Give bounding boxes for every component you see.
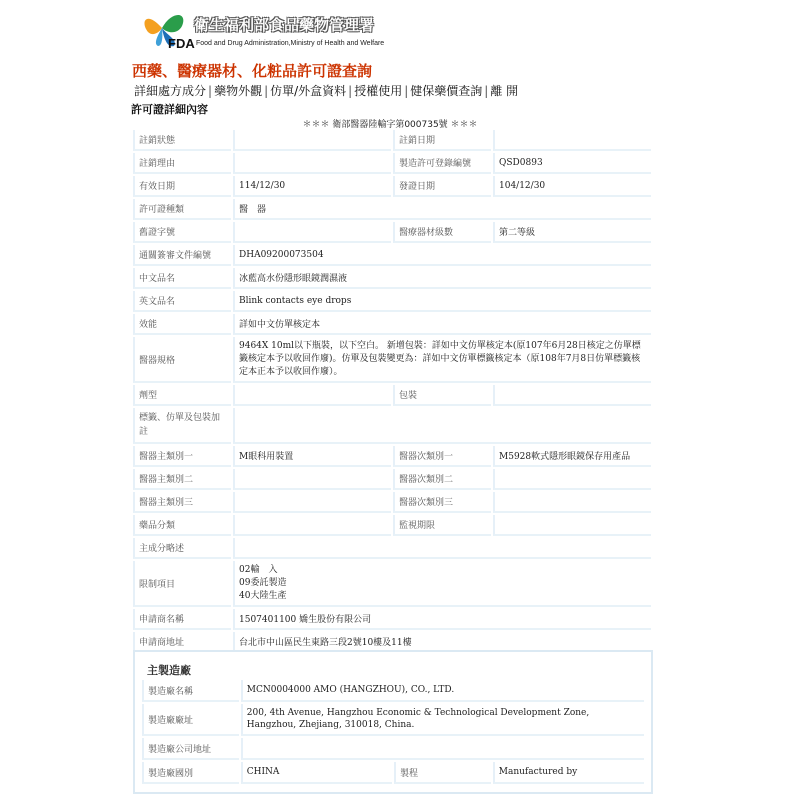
field-label: 醫器次類別二 — [393, 469, 491, 490]
field-label: 製造廠廠址 — [142, 704, 239, 736]
field-value — [493, 469, 651, 490]
field-value: QSD0893 — [493, 153, 651, 174]
field-value — [493, 385, 651, 406]
field-label: 通關簽審文件編號 — [133, 245, 231, 266]
field-value — [233, 538, 651, 559]
field-value: Manufactured by — [493, 762, 644, 784]
field-label: 醫器次類別三 — [393, 492, 491, 513]
section-title: 許可證詳細內容 — [131, 103, 208, 116]
nav-item-leaflet[interactable]: 仿單/外盒資料 — [270, 84, 347, 98]
field-label: 製造廠名稱 — [142, 680, 239, 702]
field-value — [233, 492, 391, 513]
field-label: 許可證種類 — [133, 199, 231, 220]
field-label: 主成分略述 — [133, 538, 231, 559]
field-value — [233, 222, 391, 243]
field-value — [233, 385, 391, 406]
nav-bar: 詳細處方成分 | 藥物外觀 | 仿單/外盒資料 | 授權使用 | 健保藥價查詢 | 離 開 — [134, 84, 519, 98]
field-value — [233, 153, 391, 174]
field-label: 註銷狀態 — [133, 130, 231, 151]
fda-logo[interactable] — [138, 6, 408, 50]
page-title: 西藥、醫療器材、化粧品許可證查詢 — [132, 62, 373, 80]
field-label: 醫療器材級數 — [393, 222, 491, 243]
manufacturer-title: 主製造廠 — [147, 664, 191, 677]
field-label: 舊證字號 — [133, 222, 231, 243]
field-value: Blink contacts eye drops — [233, 291, 651, 312]
field-value: 冰藍高水份隱形眼鏡潤濕液 — [233, 268, 651, 289]
field-value: M眼科用裝置 — [233, 446, 391, 467]
field-label: 製程 — [394, 762, 491, 784]
field-value: 詳如中文仿單核定本 — [233, 314, 651, 335]
nav-item-nhi-price[interactable]: 健保藥價查詢 — [410, 84, 483, 98]
restriction-item: 02輸 入 — [239, 564, 278, 575]
org-name-zh: 衛生福利部食品藥物管理署 — [194, 16, 375, 34]
field-label: 效能 — [133, 314, 231, 335]
field-label: 申請商名稱 — [133, 609, 231, 630]
field-value — [493, 515, 651, 536]
restrictions-list — [233, 561, 651, 607]
field-label: 醫器規格 — [133, 337, 231, 383]
field-label: 藥品分類 — [133, 515, 231, 536]
field-label: 發證日期 — [393, 176, 491, 197]
field-label: 註銷日期 — [393, 130, 491, 151]
field-value: 9464X 10ml以下瓶裝，以下空白。 新增包裝：詳如中文仿單核定本(原107年6月28日核定之仿單標籤核定本予以收回作廢)。仿單及包裝變更為：詳如中文仿單標籤核定本（原108年7月8日仿單標籤核定本正本予以收回作廢）。 — [233, 337, 651, 383]
field-value — [493, 492, 651, 513]
field-value: M5928軟式隱形眼鏡保存用產品 — [493, 446, 651, 467]
field-label: 監視期限 — [393, 515, 491, 536]
field-value: 1507401100 嬌生股份有限公司 — [233, 609, 651, 630]
field-label: 製造廠公司地址 — [142, 738, 239, 760]
field-value: CHINA — [241, 762, 392, 784]
field-value: 台北市中山區民生東路三段2號10樓及11樓 — [233, 632, 651, 653]
field-value: 104/12/30 — [493, 176, 651, 197]
org-name-en: Food and Drug Administration,Ministry of Health and Welfare — [196, 40, 385, 47]
field-label: 醫器主類別一 — [133, 446, 231, 467]
field-label: 英文品名 — [133, 291, 231, 312]
field-label: 中文品名 — [133, 268, 231, 289]
field-label: 醫器次類別一 — [393, 446, 491, 467]
nav-item-formula[interactable]: 詳細處方成分 — [134, 84, 207, 98]
field-value: MCN0004000 AMO (HANGZHOU), CO., LTD. — [241, 680, 644, 702]
field-value — [241, 738, 644, 760]
permit-detail-table — [131, 128, 653, 655]
field-label: 標籤、仿單及包裝加註 — [133, 408, 231, 444]
permit-number-banner: ＊＊＊ 衛部醫器陸輸字第000735號 ＊＊＊ — [302, 120, 478, 130]
field-label: 製造許可登錄編號 — [393, 153, 491, 174]
manufacturer-table — [140, 678, 646, 786]
field-label: 製造廠國別 — [142, 762, 239, 784]
field-value: 114/12/30 — [233, 176, 391, 197]
field-value — [233, 130, 391, 151]
nav-item-authorization[interactable]: 授權使用 — [354, 84, 403, 98]
field-label: 限制項目 — [133, 561, 231, 607]
field-value — [233, 469, 391, 490]
nav-item-exit[interactable]: 離 開 — [490, 84, 519, 98]
field-value — [233, 408, 651, 444]
field-label: 註銷理由 — [133, 153, 231, 174]
field-label: 有效日期 — [133, 176, 231, 197]
field-value: 醫 器 — [233, 199, 651, 220]
field-value: 200, 4th Avenue, Hangzhou Economic & Technological Development Zone, Hangzhou, Zhejiang, 310018, China. — [241, 704, 644, 736]
field-label: 申請商地址 — [133, 632, 231, 653]
field-value — [493, 130, 651, 151]
field-label: 包裝 — [393, 385, 491, 406]
field-value — [233, 515, 391, 536]
field-label: 醫器主類別三 — [133, 492, 231, 513]
field-label: 醫器主類別二 — [133, 469, 231, 490]
manufacturer-section — [133, 650, 653, 794]
nav-item-appearance[interactable]: 藥物外觀 — [214, 84, 263, 98]
field-value: DHA09200073504 — [233, 245, 651, 266]
restriction-item: 09委託製造 — [239, 577, 287, 588]
logo-abbr: FDA — [168, 36, 195, 51]
field-value: 第二等級 — [493, 222, 651, 243]
restriction-item: 40大陸生產 — [239, 590, 287, 601]
field-label: 劑型 — [133, 385, 231, 406]
